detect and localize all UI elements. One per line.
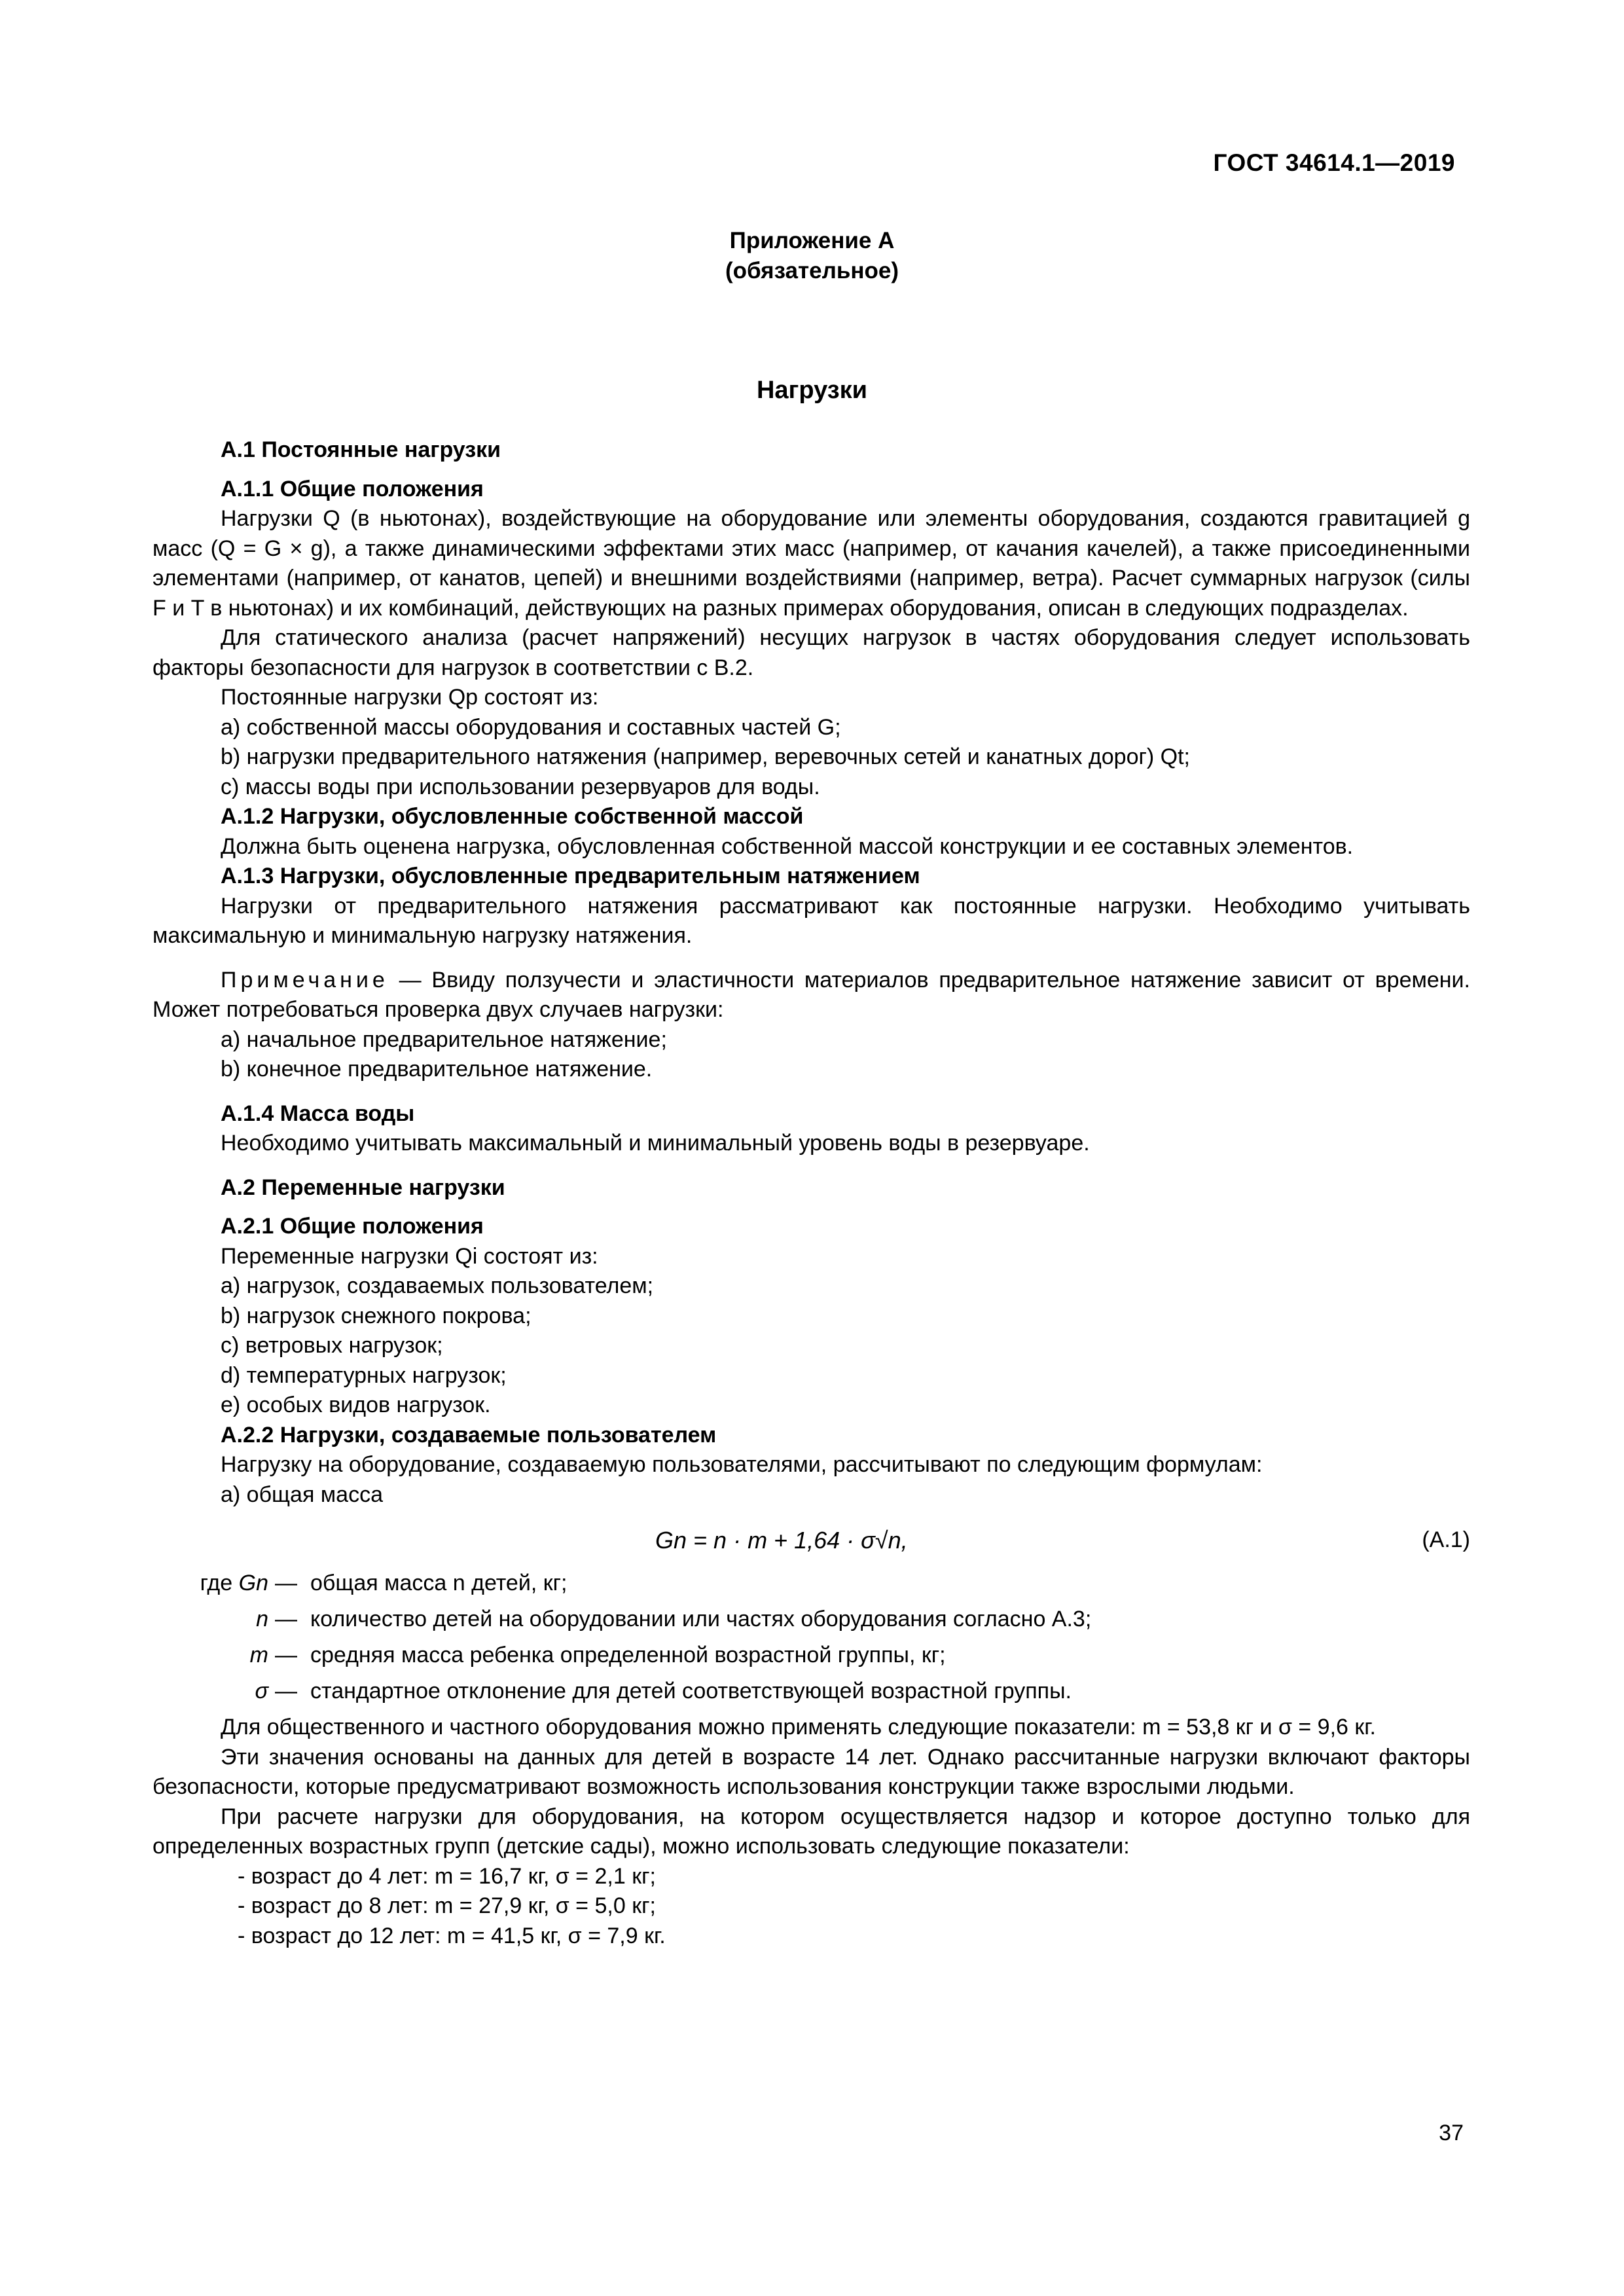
list-item: b) конечное предварительное натяжение. <box>221 1057 653 1082</box>
list-item: e) особых видов нагрузок. <box>221 1393 491 1417</box>
definition-text: общая масса n детей, кг; <box>310 1571 568 1595</box>
formula-expression: Gn = n · m + 1,64 · σ√n, <box>655 1527 908 1554</box>
list-item: a) собственной массы оборудования и составных частей G; <box>221 714 841 740</box>
definition-symbol: n <box>256 1607 268 1631</box>
section-heading-a12: А.1.2 Нагрузки, обусловленные собственной массой <box>221 804 804 829</box>
section-heading-a1: А.1 Постоянные нагрузки <box>221 437 501 462</box>
paragraph-permanent-loads: Постоянные нагрузки Qp состоят из: <box>221 685 599 710</box>
list-item: - возраст до 8 лет: m = 27,9 кг, σ = 5,0 кг; <box>238 1893 656 1918</box>
paragraph-public-equipment: Для общественного и частного оборудования можно применять следующие показатели: m = 53,8 кг и σ = 9,6 кг. <box>221 1715 1376 1740</box>
paragraph-self-mass: Должна быть оценена нагрузка, обусловленная собственной массой конструкции и ее составных элементов. <box>221 833 1354 859</box>
paragraph-user-loads: Нагрузку на оборудование, создаваемую пользователями, рассчитывают по следующим формулам: <box>221 1452 1263 1477</box>
paragraph-loads-definition: Нагрузки Q (в ньютонах), воздействующие на оборудование или элементы оборудования, создаются гравитацией g масс (Q = G × g), а также динамическими эффектами этих масс (например, от качания качелей), а также присоединенными элементами (например, от канатов, цепей) и внешними воздействиями (например, ветра). Расчет суммарных нагрузок (силы F и T в ньютонах) и их комбинаций, действующих на разных примерах оборудования, описан в следующих подразделах. <box>153 506 1470 621</box>
where-word: где <box>200 1571 233 1595</box>
appendix-label: Приложение А <box>729 228 895 253</box>
definition-text: средняя масса ребенка определенной возрастной группы, кг; <box>310 1643 946 1667</box>
section-heading-a14: А.1.4 Масса воды <box>221 1101 415 1126</box>
list-item: - возраст до 12 лет: m = 41,5 кг, σ = 7,9 кг. <box>238 1923 666 1948</box>
note-text: — Ввиду ползучести и эластичности материалов предварительное натяжение зависит от времени. Может потребоваться проверка двух случаев нагрузки: <box>153 967 1470 1022</box>
definition-symbol: m <box>249 1643 268 1667</box>
list-item: a) начальное предварительное натяжение; <box>221 1027 667 1052</box>
definition-row: σ — стандартное отклонение для детей соответствующей возрастной группы. <box>153 1677 1470 1713</box>
section-heading-a22: А.2.2 Нагрузки, создаваемые пользователем <box>221 1422 717 1448</box>
definition-row: где Gn — общая масса n детей, кг; <box>153 1569 1470 1605</box>
definition-text: количество детей на оборудовании или частях оборудования согласно А.3; <box>310 1607 1092 1631</box>
list-item: - возраст до 4 лет: m = 16,7 кг, σ = 2,1 кг; <box>238 1863 656 1889</box>
section-heading-a21: А.2.1 Общие положения <box>221 1214 484 1239</box>
standard-code: ГОСТ 34614.1—2019 <box>1213 149 1455 176</box>
list-item: a) нагрузок, создаваемых пользователем; <box>221 1273 654 1298</box>
paragraph-static-analysis: Для статического анализа (расчет напряжений) несущих нагрузок в частях оборудования следует использовать факторы безопасности для нагрузок в соответствии с В.2. <box>153 625 1470 680</box>
list-item: c) ветровых нагрузок; <box>221 1333 443 1358</box>
section-heading-a13: А.1.3 Нагрузки, обусловленные предварительным натяжением <box>221 864 920 888</box>
definition-text: стандартное отклонение для детей соответствующей возрастной группы. <box>310 1679 1072 1704</box>
page-number: 37 <box>1439 2121 1464 2145</box>
formula-a1 <box>153 1522 1470 1562</box>
note-label: Примечание <box>221 967 389 993</box>
list-item: c) массы воды при использовании резервуаров для воды. <box>221 774 820 799</box>
list-item: b) нагрузок снежного покрова; <box>221 1303 532 1328</box>
definition-row: m — средняя масса ребенка определенной возрастной группы, кг; <box>153 1641 1470 1677</box>
paragraph-variable-loads: Переменные нагрузки Qi состоят из: <box>221 1243 598 1269</box>
paragraph-age-basis: Эти значения основаны на данных для детей в возрасте 14 лет. Однако рассчитанные нагрузки включают факторы безопасности, которые предусматривают возможность использования конструкции также взрослыми людьми. <box>153 1744 1470 1799</box>
note <box>153 966 1470 1025</box>
paragraph-supervised-equipment: При расчете нагрузки для оборудования, на котором осуществляется надзор и которое доступно только для определенных возрастных групп (детские сады), можно использовать следующие показатели: <box>153 1804 1470 1859</box>
section-heading-a2: А.2 Переменные нагрузки <box>221 1175 505 1200</box>
list-item: b) нагрузки предварительного натяжения (например, веревочных сетей и канатных дорог) Qt; <box>221 744 1190 769</box>
list-item: d) температурных нагрузок; <box>221 1362 507 1388</box>
definition-symbol: Gn <box>238 1571 268 1595</box>
document-body <box>153 435 1470 1951</box>
page-title: Нагрузки <box>756 376 867 404</box>
appendix-status: (обязательное) <box>725 258 899 283</box>
paragraph-water-mass: Необходимо учитывать максимальный и минимальный уровень воды в резервуаре. <box>221 1131 1090 1156</box>
definition-row: n — количество детей на оборудовании или частях оборудования согласно А.3; <box>153 1605 1470 1641</box>
list-item: a) общая масса <box>221 1482 383 1507</box>
paragraph-pretension: Нагрузки от предварительного натяжения рассматривают как постоянные нагрузки. Необходимо учитывать максимальную и минимальную нагрузку натяжения. <box>153 893 1470 948</box>
section-heading-a11: А.1.1 Общие положения <box>221 476 484 501</box>
formula-number: (А.1) <box>1422 1527 1470 1552</box>
definition-symbol: σ <box>255 1679 268 1704</box>
